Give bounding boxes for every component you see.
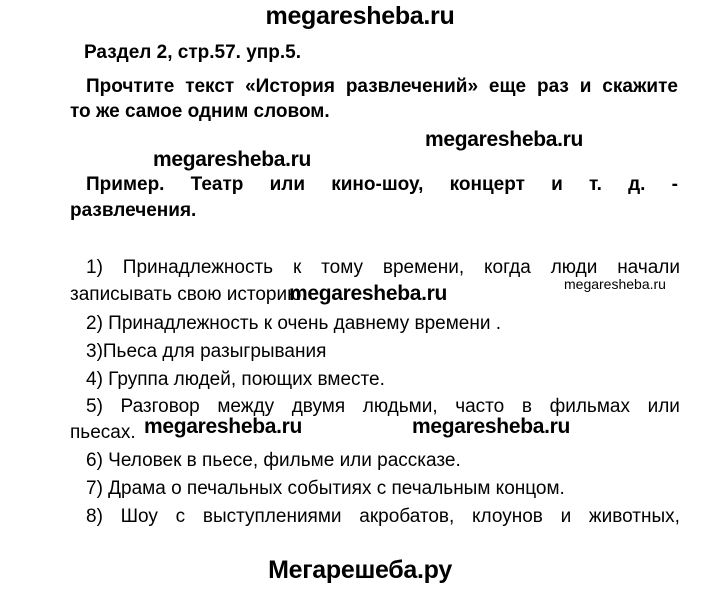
- word: кино-шоу,: [331, 174, 424, 195]
- word: Шоу: [120, 506, 158, 527]
- word: раз: [536, 76, 569, 97]
- word: скажите: [602, 76, 678, 97]
- word: т.: [588, 174, 602, 195]
- item-5-line-2: пьесах.: [70, 422, 136, 443]
- item-4: 4) Группа людей, поющих вместе.: [86, 369, 385, 390]
- exercise-heading: Раздел 2, стр.57. упр.5.: [84, 42, 301, 63]
- word: часто: [455, 396, 505, 417]
- word: Пример.: [86, 174, 165, 195]
- word: Разговор: [120, 396, 200, 417]
- task-line-2: то же самое одним словом.: [70, 101, 330, 122]
- word: с: [175, 506, 186, 527]
- item-3: 3)Пьеса для разыгрывания: [86, 341, 327, 362]
- word: 8): [86, 506, 103, 527]
- watermark-row-2: megaresheba.ru: [412, 415, 571, 438]
- word: развлечений»: [345, 76, 479, 97]
- word: начали: [617, 257, 680, 278]
- word: Прочтите: [86, 76, 175, 97]
- watermark-mid-1: megaresheba.ru: [425, 128, 584, 151]
- word: в: [521, 396, 532, 417]
- word: Театр: [190, 174, 244, 195]
- watermark-small: megaresheba.ru: [564, 276, 666, 292]
- item-2: 2) Принадлежность к очень давнему времени .: [86, 313, 502, 334]
- word: концерт: [449, 174, 525, 195]
- word: люди: [550, 257, 598, 278]
- word: или: [269, 174, 306, 195]
- word: Принадлежность: [122, 257, 274, 278]
- word: между: [217, 396, 275, 417]
- item-6: 6) Человек в пьесе, фильме или рассказе.: [86, 450, 461, 471]
- item-7: 7) Драма о печальных событиях с печальным концом.: [86, 478, 565, 499]
- word: или: [647, 396, 680, 417]
- word: еще: [488, 76, 527, 97]
- word: к: [292, 257, 302, 278]
- watermark-row-1: megaresheba.ru: [144, 415, 303, 438]
- word: двумя: [291, 396, 346, 417]
- watermark-inline-1: megaresheba.ru: [289, 282, 448, 305]
- word: -: [671, 174, 678, 195]
- item-1-line-2: записывать свою историю.: [70, 284, 307, 305]
- word: когда: [483, 257, 531, 278]
- word: акробатов,: [359, 506, 455, 527]
- word: людьми,: [362, 396, 438, 417]
- word: времени,: [382, 257, 465, 278]
- example-line-1: [86, 174, 678, 196]
- watermark-mid-2: megaresheba.ru: [153, 148, 312, 171]
- word: и: [579, 76, 592, 97]
- item-8-line-1: [86, 506, 680, 528]
- word: и: [551, 174, 563, 195]
- word: и: [560, 506, 572, 527]
- word: выступлениями: [202, 506, 342, 527]
- watermark-top: megaresheba.ru: [265, 2, 455, 30]
- word: «История: [245, 76, 335, 97]
- word: животных,: [588, 506, 680, 527]
- word: текст: [185, 76, 235, 97]
- word: клоунов: [472, 506, 543, 527]
- example-line-2: развлечения.: [70, 200, 197, 221]
- watermark-bottom: Мегарешеба.ру: [268, 556, 452, 584]
- task-line-1: [86, 76, 678, 98]
- word: фильмах: [549, 396, 630, 417]
- word: 5): [86, 396, 103, 417]
- word: тому: [321, 257, 363, 278]
- word: д.: [628, 174, 646, 195]
- word: 1): [86, 257, 103, 278]
